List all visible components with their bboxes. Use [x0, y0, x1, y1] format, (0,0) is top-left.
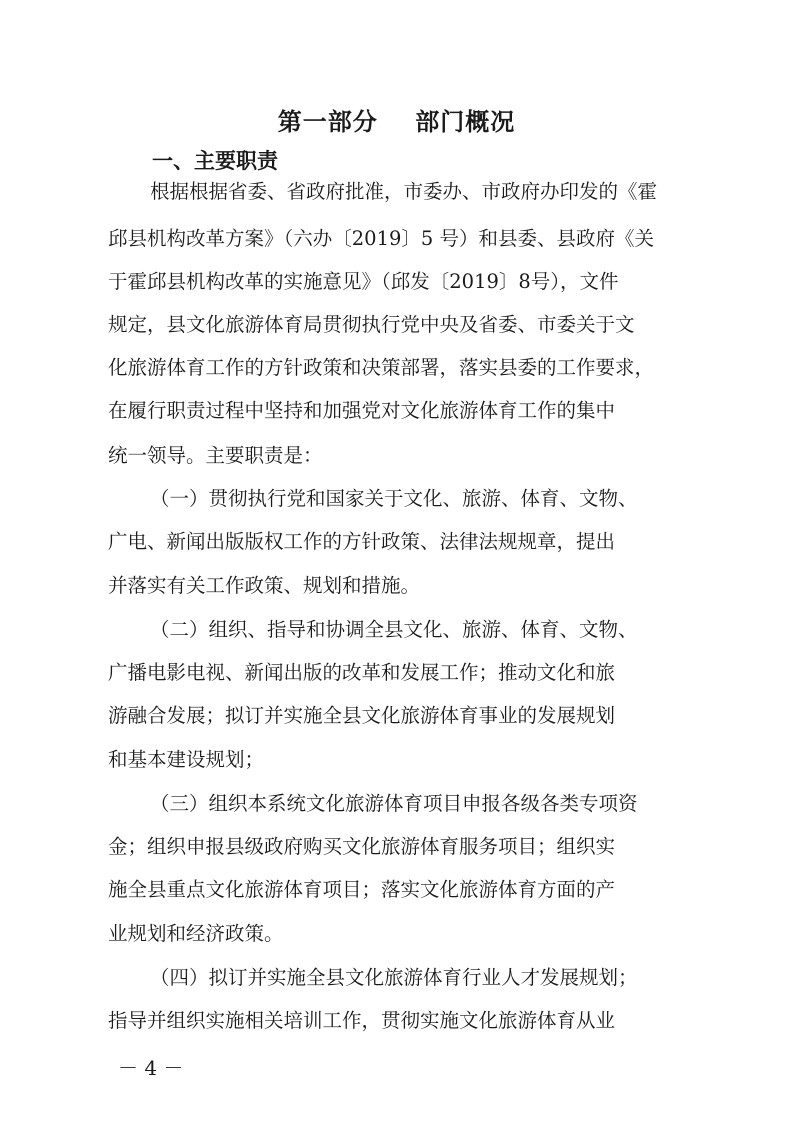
paragraph-line: 根据根据省委、省政府批准，市委办、市政府办印发的《霍	[150, 180, 658, 203]
paragraph-line: 指导并组织实施相关培训工作，贯彻实施文化旅游体育从业	[108, 1009, 616, 1032]
paragraph-line: 邱县机构改革方案》（六办〔2019〕5 号）和县委、县政府《关	[108, 227, 654, 250]
paragraph-line: 金；组织申报县级政府购买文化旅游体育服务项目；组织实	[108, 835, 616, 858]
paragraph-line: 广电、新闻出版版权工作的方针政策、法律法规规章，提出	[108, 530, 616, 553]
paragraph-line: 在履行职责过程中坚持和加强党对文化旅游体育工作的集中	[108, 399, 616, 422]
paragraph-line: 并落实有关工作政策、规划和措施。	[108, 574, 421, 597]
paragraph-line: 于霍邱县机构改革的实施意见》（邱发〔2019〕8号），文件	[108, 270, 619, 293]
paragraph-line: 统一领导。主要职责是：	[108, 444, 323, 467]
paragraph-line: （二）组织、指导和协调全县文化、旅游、体育、文物、	[150, 618, 638, 641]
paragraph-line: 广播电影电视、新闻出版的改革和发展工作；推动文化和旅	[108, 661, 616, 684]
paragraph-line: 规定，县文化旅游体育局贯彻执行党中央及省委、市委关于文	[108, 313, 635, 336]
paragraph-line: （三）组织本系统文化旅游体育项目申报各级各类专项资	[150, 792, 638, 815]
paragraph-line: 和基本建设规划；	[108, 748, 265, 771]
paragraph-line: （四）拟订并实施全县文化旅游体育行业人才发展规划；	[150, 966, 638, 989]
paragraph-line: 化旅游体育工作的方针政策和决策部署，落实县委的工作要求，	[108, 356, 655, 379]
page-title: 第一部分 部门概况	[277, 108, 516, 136]
paragraph-line: 游融合发展；拟订并实施全县文化旅游体育事业的发展规划	[108, 704, 616, 727]
paragraph-line: 业规划和经济政策。	[108, 922, 284, 945]
page-number: － 4 －	[118, 1056, 184, 1080]
paragraph-line: 施全县重点文化旅游体育项目；落实文化旅游体育方面的产	[108, 878, 616, 901]
paragraph-line: （一）贯彻执行党和国家关于文化、旅游、体育、文物、	[150, 487, 638, 510]
section-heading: 一、主要职责	[152, 149, 278, 173]
